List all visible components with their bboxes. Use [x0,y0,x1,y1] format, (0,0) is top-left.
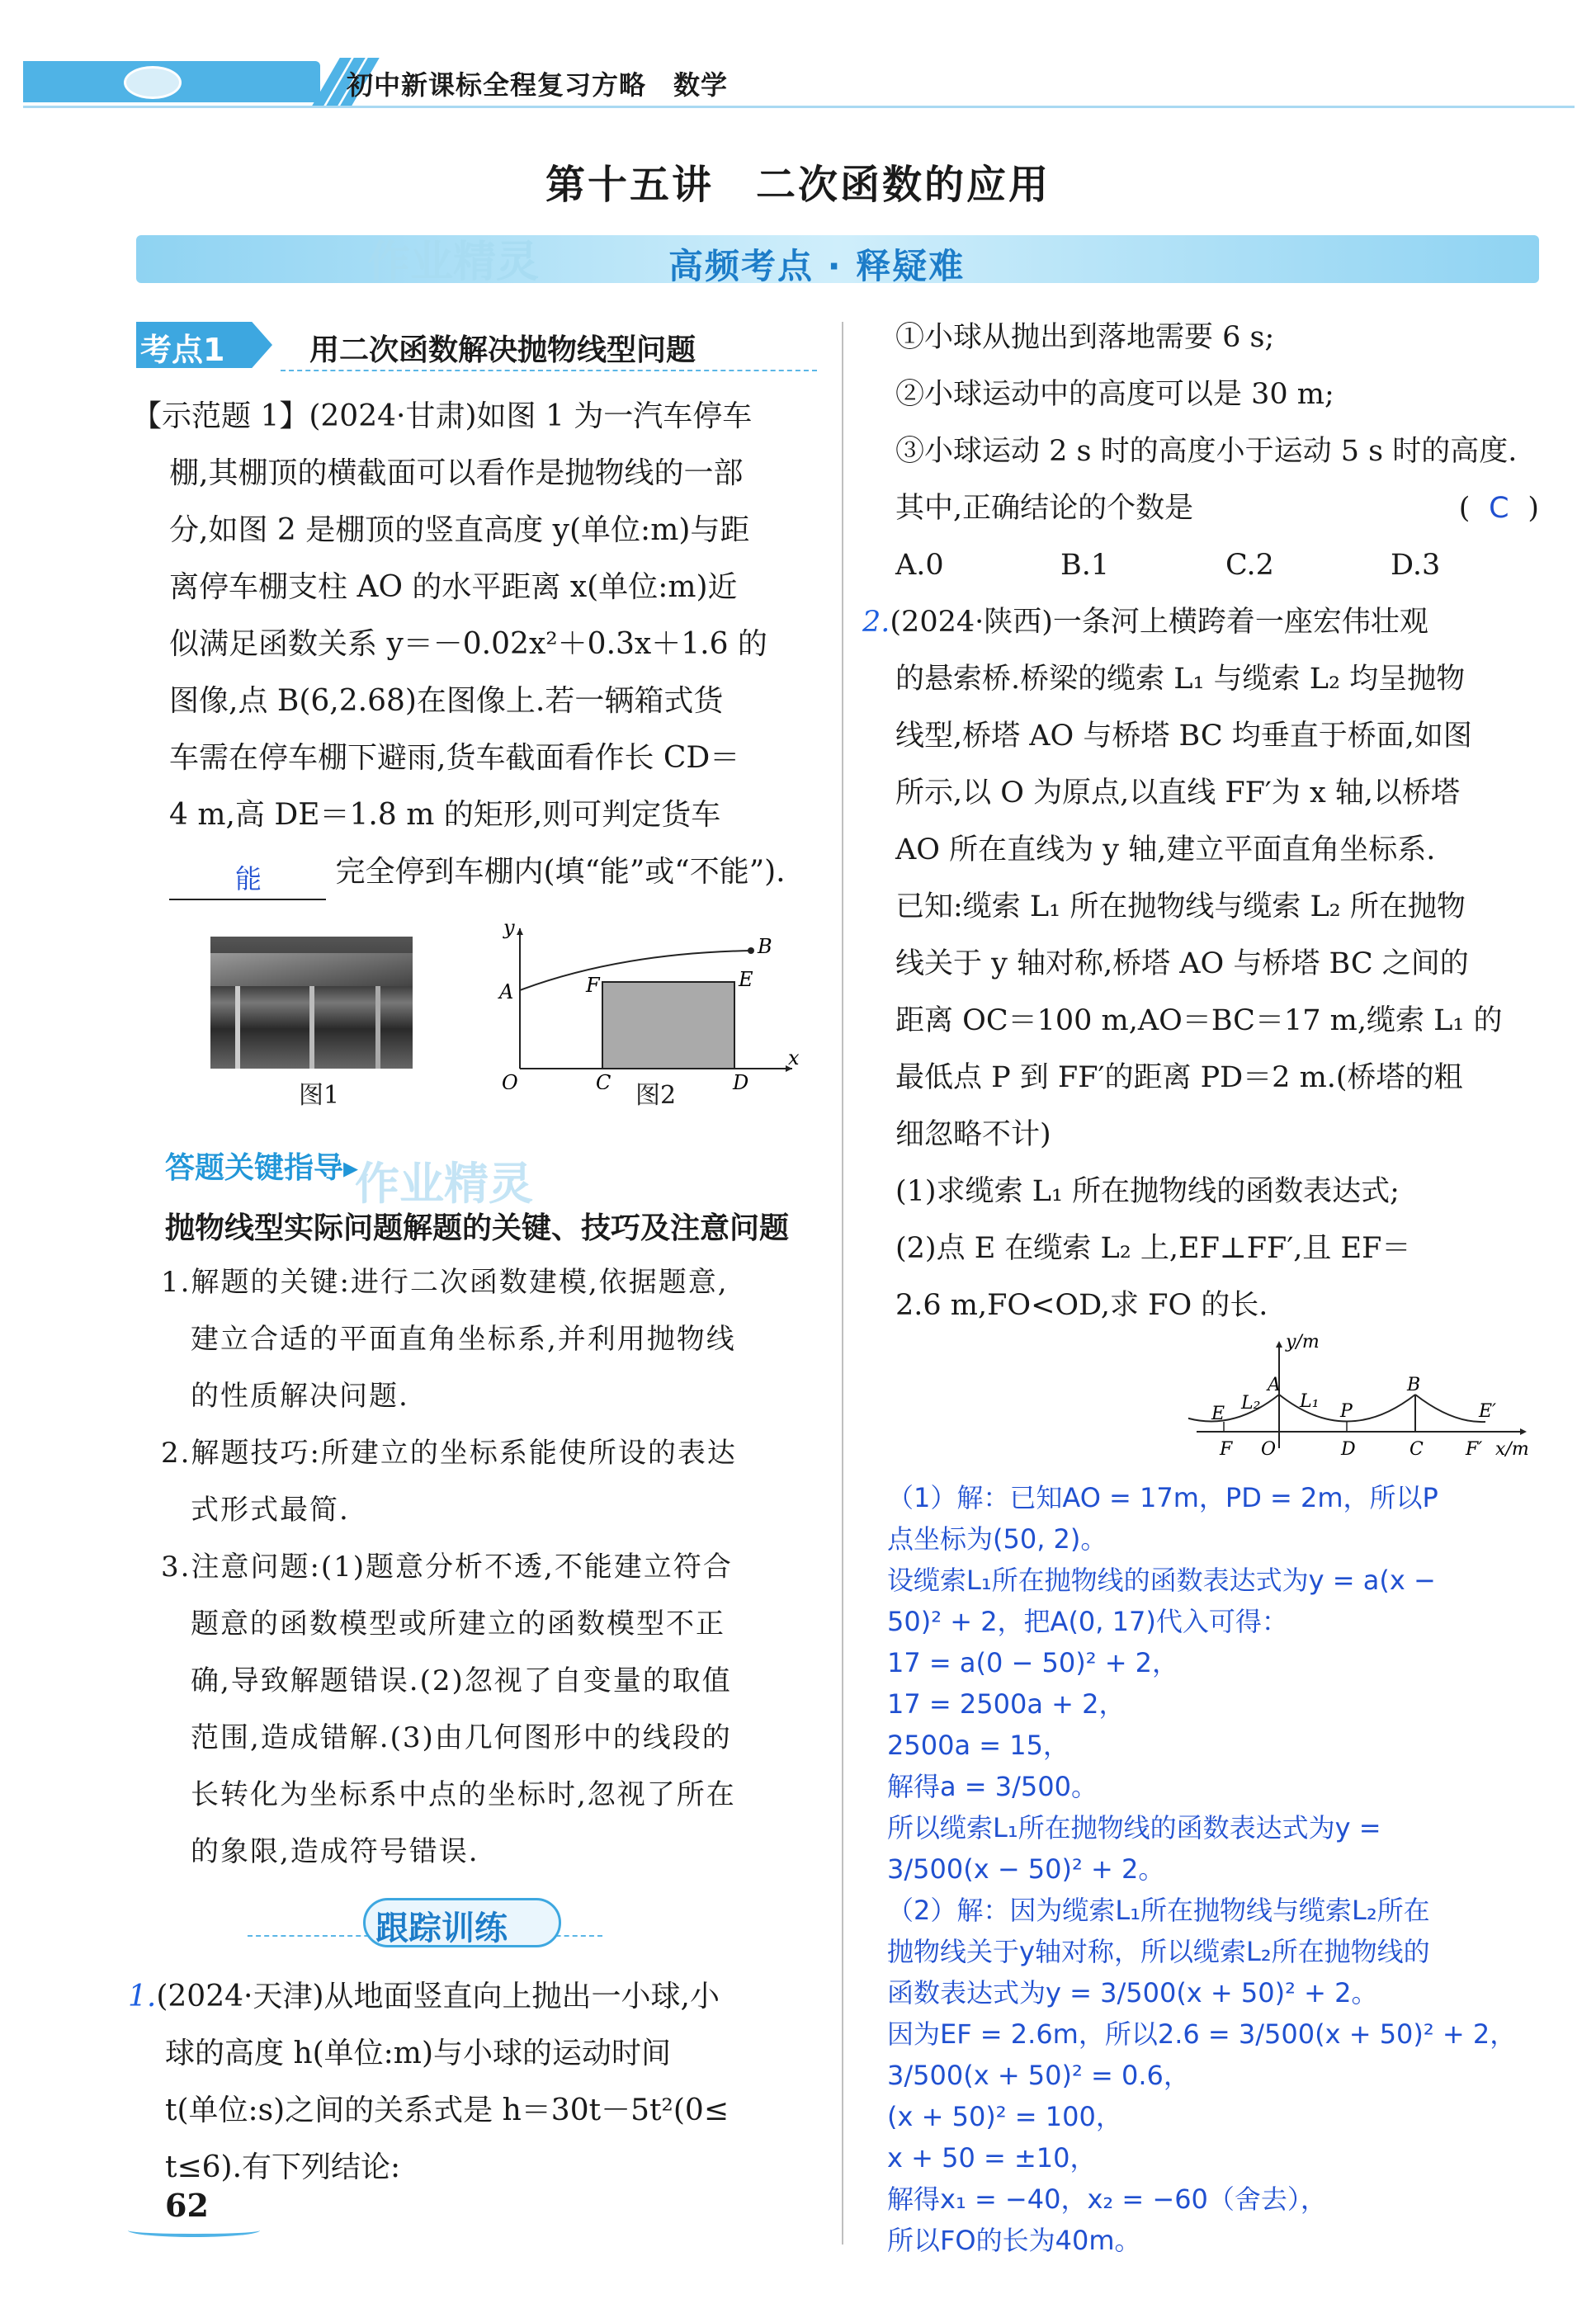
example-line: 似满足函数关系 y＝－0.02x²＋0.3x＋1.6 的 [169,627,767,661]
solution-line: 3/500(x + 50)² = 0.6， [887,2060,1190,2091]
label-b: B [1407,1375,1421,1395]
guide-line: 的象限,造成符号错误. [161,1835,479,1868]
figure1-caption: 图1 [299,1081,340,1110]
label-a: A [499,980,514,1003]
guide-line: 题意的函数模型或所建立的函数模型不正 [161,1607,725,1640]
bridge-diagram [1188,1333,1543,1465]
label-y: y [503,916,515,939]
q1-answer-bracket: ( C ) [1459,480,1539,537]
example-tail: 完全停到车棚内(填“能”或“不能”). [335,855,786,889]
q2-line: 线型,桥塔 AO 与桥塔 BC 均垂直于桥面,如图 [895,720,1472,753]
answer-blank [169,861,326,900]
example-line: 4 m,高 DE＝1.8 m 的矩形,则可判定货车 [169,798,721,832]
example-line: 棚,其棚顶的横截面可以看作是抛物线的一部 [169,456,744,490]
q2-line: 距离 OC＝100 m,AO＝BC＝17 m,缆索 L₁ 的 [895,1004,1503,1037]
label-e: E [1211,1404,1225,1424]
solution-line: 因为EF = 2.6m，所以2.6 = 3/500(x + 50)² + 2， [887,2018,1517,2050]
banner-watermark: 作业精灵 [367,238,540,287]
question-1-continued [895,309,1556,594]
kaodian-title: 用二次函数解决抛物线型问题 [309,333,696,367]
solution-line: 2500a = 15， [887,1730,1070,1761]
solution-line: 3/500(x − 50)² + 2。 [887,1853,1165,1885]
solution-line: 50)² + 2，把A(0, 17)代入可得： [887,1606,1288,1637]
example-line: 离停车棚支柱 AO 的水平距离 x(单位:m)近 [169,570,738,604]
guide-watermark: 作业精灵 [355,1158,533,1210]
guide-list [161,1254,821,1881]
guide-line: 3.注意问题:(1)题意分析不透,不能建立符合 [161,1551,733,1584]
q2-solution [887,1477,1580,2261]
figure2-caption: 图2 [635,1081,677,1110]
solution-line: 所以缆索L₁所在抛物线的函数表达式为y = [887,1812,1381,1843]
label-l1: L₁ [1300,1391,1320,1412]
guide-line: 范围,造成错解.(3)由几何图形中的线段的 [161,1721,732,1754]
solution-line: （1）解：已知AO = 17m，PD = 2m，所以P [887,1482,1438,1513]
q1-statement: ①小球从抛出到落地需要 6 s; [895,321,1275,354]
solution-line: 17 = a(0 − 50)² + 2， [887,1647,1179,1678]
example-line: 【示范题 1】(2024·甘肃)如图 1 为一汽车停车 [132,399,753,433]
q2-line: 细忽略不计) [895,1118,1051,1151]
truck-rectangle [602,982,734,1069]
q2-number: 2. [862,606,890,639]
page-number: 62 [165,2187,209,2224]
kaodian-rule [281,370,817,371]
q1-statement: ②小球运动中的高度可以是 30 m; [895,378,1334,411]
q1-statement: ③小球运动 2 s 时的高度小于运动 5 s 时的高度. [895,435,1518,468]
question-1 [128,1968,821,2196]
question-2 [862,594,1560,1334]
lesson-title: 第十五讲 二次函数的应用 [545,162,1051,208]
label-e: E [739,968,753,991]
label-c: C [596,1071,611,1089]
label-x: x [788,1046,800,1069]
solution-line: 点坐标为(50, 2)。 [887,1523,1107,1555]
cable-l2 [1188,1395,1279,1422]
banner-label: 高频考点 · 释疑难 [668,246,966,286]
solution-line: (x + 50)² = 100， [887,2101,1122,2132]
solution-line: 解得a = 3/500。 [887,1771,1098,1802]
solution-line: 抛物线关于y轴对称，所以缆索L₂所在抛物线的 [887,1936,1430,1967]
q1-option: C.2 [1225,549,1274,582]
q1-options [895,537,1556,594]
q1-option: B.1 [1060,549,1110,582]
label-b: B [758,935,772,958]
carport-photo [210,937,413,1069]
solution-line: 17 = 2500a + 2， [887,1688,1126,1720]
q2-line: 线关于 y 轴对称,桥塔 AO 与桥塔 BC 之间的 [895,947,1469,980]
example-problem [132,388,825,900]
header-rule [23,106,1575,108]
q1-prompt: 其中,正确结论的个数是 [895,492,1194,525]
book-title: 初中新课标全程复习方略 数学 [347,69,729,101]
q2-line: 已知:缆索 L₁ 所在抛物线与缆索 L₂ 所在抛物 [895,890,1466,923]
guide-line: 式形式最简. [161,1494,350,1527]
guide-line: 确,导致解题错误.(2)忽视了自变量的取值 [161,1664,732,1697]
label-p: P [1340,1401,1353,1422]
guide-line: 1.解题的关键:进行二次函数建模,依据题意, [161,1266,729,1299]
guide-line: 2.解题技巧:所建立的坐标系能使所设的表达 [161,1437,737,1470]
label-f: F [586,974,600,997]
q2-line: (2)点 E 在缆索 L₂ 上,EF⊥FF′,且 EF＝ [895,1232,1411,1265]
label-d: D [733,1071,749,1089]
label-f-prime: F′ [1466,1439,1483,1460]
example-line: 图像,点 B(6,2.68)在图像上.若一辆箱式货 [169,684,724,718]
q2-line: 所示,以 O 为原点,以直线 FF′为 x 轴,以桥塔 [895,777,1460,810]
guide-title: 答题关键指导▸ [165,1151,359,1185]
page-number-ornament [128,2224,260,2237]
guide-subtitle: 抛物线型实际问题解题的关键、技巧及注意问题 [165,1211,790,1245]
solution-line: 设缆索L₁所在抛物线的函数表达式为y = a(x − [887,1565,1436,1596]
q1-line: t(单位:s)之间的关系式是 h＝30t－5t²(0≤ [165,2094,729,2127]
label-d: D [1341,1439,1356,1460]
guide-line: 长转化为坐标系中点的坐标时,忽视了所在 [161,1778,736,1811]
q1-answer: C [1489,492,1509,525]
q2-line: AO 所在直线为 y 轴,建立平面直角坐标系. [895,833,1436,866]
label-y: y/m [1286,1333,1320,1352]
q1-line: 球的高度 h(单位:m)与小球的运动时间 [165,2037,671,2070]
solution-line: 所以FO的长为40m。 [887,2225,1141,2256]
label-o: O [502,1071,518,1089]
q1-line: t≤6).有下列结论: [165,2150,401,2184]
q1-line: (2024·天津)从地面竖直向上抛出一小球,小 [156,1980,720,2013]
guide-line: 建立合适的平面直角坐标系,并利用抛物线 [161,1323,736,1356]
tracking-label: 跟踪训练 [375,1909,508,1947]
guide-line: 的性质解决问题. [161,1380,409,1413]
example-line: 车需在停车棚下避雨,货车截面看作长 CD＝ [169,741,740,775]
label-e-prime: E′ [1479,1401,1497,1422]
q2-line: 的悬索桥.桥梁的缆索 L₁ 与缆索 L₂ 均呈抛物 [895,663,1466,696]
label-l2: L₂ [1241,1393,1261,1414]
label-c: C [1409,1439,1424,1460]
book-logo-icon [124,66,182,99]
q1-option: D.3 [1391,549,1441,582]
solution-line: x + 50 = ±10， [887,2142,1097,2174]
cable-right [1415,1395,1485,1422]
q1-number: 1. [128,1980,157,2013]
q1-option: A.0 [895,549,944,582]
column-divider [842,322,843,2245]
figure2-diagram [487,916,809,1089]
label-x: x/m [1495,1439,1529,1460]
solution-line: 解得x₁ = −40，x₂ = −60（舍去）， [887,2183,1327,2215]
label-o: O [1261,1439,1277,1460]
q2-line: 最低点 P 到 FF′的距离 PD＝2 m.(桥塔的粗 [895,1061,1463,1094]
q2-line: (1)求缆索 L₁ 所在抛物线的函数表达式; [895,1175,1400,1208]
answer-text: 能 [235,863,262,895]
example-line: 分,如图 2 是棚顶的竖直高度 y(单位:m)与距 [169,513,750,547]
q2-line: 2.6 m,FO<OD,求 FO 的长. [895,1289,1268,1322]
kaodian-badge-text: 考点1 [140,332,225,368]
point-b [748,947,754,954]
label-a: A [1268,1375,1281,1395]
q2-line: (2024·陕西)一条河上横跨着一座宏伟壮观 [890,606,1428,639]
solution-line: （2）解：因为缆索L₁所在抛物线与缆索L₂所在 [887,1895,1430,1926]
solution-line: 函数表达式为y = 3/500(x + 50)² + 2。 [887,1977,1378,2009]
label-f: F [1220,1439,1233,1460]
